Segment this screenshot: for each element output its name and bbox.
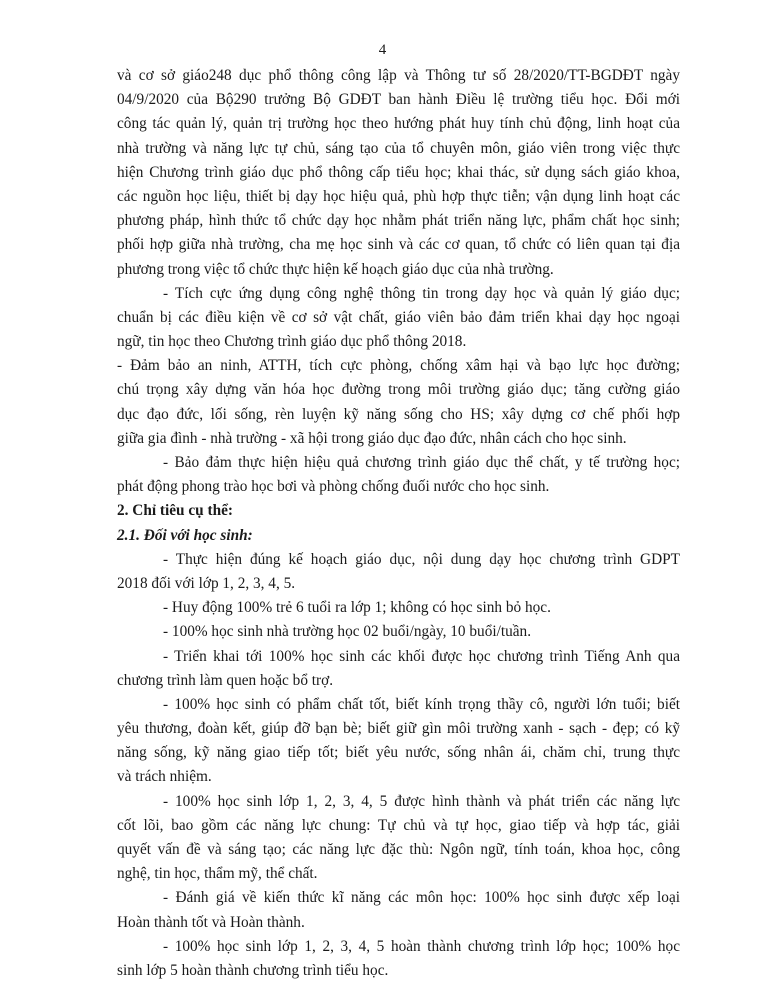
page-number: 4 xyxy=(378,42,387,58)
text-line: - Tích cực ứng dụng công nghệ thông tin trong dạy học và quản lý giáo dục; xyxy=(163,284,680,302)
text-line: chú trọng xây dựng văn hóa học đường trong môi trường giáo dục; tăng cường giáo xyxy=(117,381,680,399)
text-line: - 100% học sinh có phẩm chất tốt, biết kính trọng thầy cô, người lớn tuổi; biết xyxy=(163,695,680,713)
text-line: sinh lớp 5 hoàn thành chương trình tiểu học. xyxy=(117,961,389,979)
text-line: nhà trường và năng lực tự chủ, sáng tạo của tổ chuyên môn, giáo viên trong việc thực xyxy=(117,139,680,157)
text-line: chương trình làm quen hoặc bổ trợ. xyxy=(117,671,334,689)
text-line: cốt lõi, bao gồm các năng lực chung: Tự chủ và tự học, giao tiếp và hợp tác, giải xyxy=(117,816,680,834)
section-heading: 2. Chỉ tiêu cụ thể: xyxy=(117,502,233,520)
text-line: - Huy động 100% trẻ 6 tuổi ra lớp 1; không có học sinh bỏ học. xyxy=(163,599,551,617)
text-line: - 100% học sinh nhà trường học 02 buổi/ngày, 10 buổi/tuần. xyxy=(163,623,532,641)
text-line: phối hợp giữa nhà trường, cha mẹ học sinh và các cơ quan, tổ chức có liên quan tại địa xyxy=(117,236,680,254)
text-line: - 100% học sinh lớp 1, 2, 3, 4, 5 hoàn thành chương trình lớp học; 100% học xyxy=(163,937,680,955)
text-line: yêu thương, đoàn kết, giúp đỡ bạn bè; biết giữ gìn môi trường xanh - sạch - đẹp; có kỹ xyxy=(117,720,680,738)
text-line: 04/9/2020 của Bộ290 trưởng Bộ GDĐT ban hành Điều lệ trường tiểu học. Đổi mới xyxy=(117,91,680,109)
text-line: - Triển khai tới 100% học sinh các khối được học chương trình Tiếng Anh qua xyxy=(163,647,680,665)
text-line: giữa gia đình - nhà trường - xã hội trong giáo dục đạo đức, nhân cách cho học sinh. xyxy=(117,429,627,447)
text-line: - Thực hiện đúng kế hoạch giáo dục, nội dung dạy học chương trình GDPT xyxy=(163,550,680,568)
text-line: chuẩn bị các điều kiện về cơ sở vật chất, giáo viên bảo đảm triển khai dạy học ngoại xyxy=(117,308,680,326)
text-line: và cơ sở giáo248 dục phổ thông công lập và Thông tư số 28/2020/TT-BGDĐT ngày xyxy=(117,67,680,84)
text-line: phương trong việc tổ chức thực hiện kế hoạch giáo dục của nhà trường. xyxy=(117,260,554,278)
text-line: Hoàn thành tốt và Hoàn thành. xyxy=(117,913,305,931)
subsection-heading: 2.1. Đối với học sinh: xyxy=(117,526,253,544)
text-line: - Bảo đảm thực hiện hiệu quả chương trình giáo dục thể chất, y tế trường học; xyxy=(163,454,680,471)
text-line: hiện Chương trình giáo dục phổ thông cấp tiểu học; khai thác, sử dụng sách giáo khoa, xyxy=(117,163,680,181)
text-line: 2018 đối với lớp 1, 2, 3, 4, 5. xyxy=(117,574,296,592)
text-line: phương pháp, hình thức tổ chức dạy học nhằm phát triển năng lực, phẩm chất học sinh; xyxy=(117,212,680,230)
text-line: và trách nhiệm. xyxy=(117,768,212,786)
text-line: quyết vấn đề và sáng tạo; các năng lực đặc thù: Ngôn ngữ, tính toán, khoa học, công xyxy=(117,841,680,858)
text-line: phát động phong trào học bơi và phòng chống đuối nước cho học sinh. xyxy=(117,478,550,496)
text-line: - Đánh giá về kiến thức kĩ năng các môn học: 100% học sinh được xếp loại xyxy=(163,889,680,907)
text-line: ngữ, tin học theo Chương trình giáo dục phổ thông 2018. xyxy=(117,333,467,351)
text-line: năng sống, kỹ năng giao tiếp tốt; biết yêu nước, sống nhân ái, chăm chỉ, trung thực xyxy=(117,744,680,762)
text-line: - Đảm bảo an ninh, ATTH, tích cực phòng, chống xâm hại và bạo lực học đường; xyxy=(117,357,680,375)
text-line: công tác quản lý, quản trị trường học theo hướng phát huy tính chủ động, linh hoạt của xyxy=(117,115,680,133)
text-line: các nguồn học liệu, thiết bị dạy học hiệu quả, phù hợp thực tiễn; vận dụng linh hoạt các xyxy=(117,187,680,205)
text-line: nghệ, tin học, thẩm mỹ, thể chất. xyxy=(117,865,318,883)
text-line: - 100% học sinh lớp 1, 2, 3, 4, 5 được hình thành và phát triển các năng lực xyxy=(163,792,680,810)
document-body xyxy=(117,64,680,983)
text-line: dục đạo đức, lối sống, rèn luyện kỹ năng sống cho HS; xây dựng cơ chế phối hợp xyxy=(117,405,680,423)
